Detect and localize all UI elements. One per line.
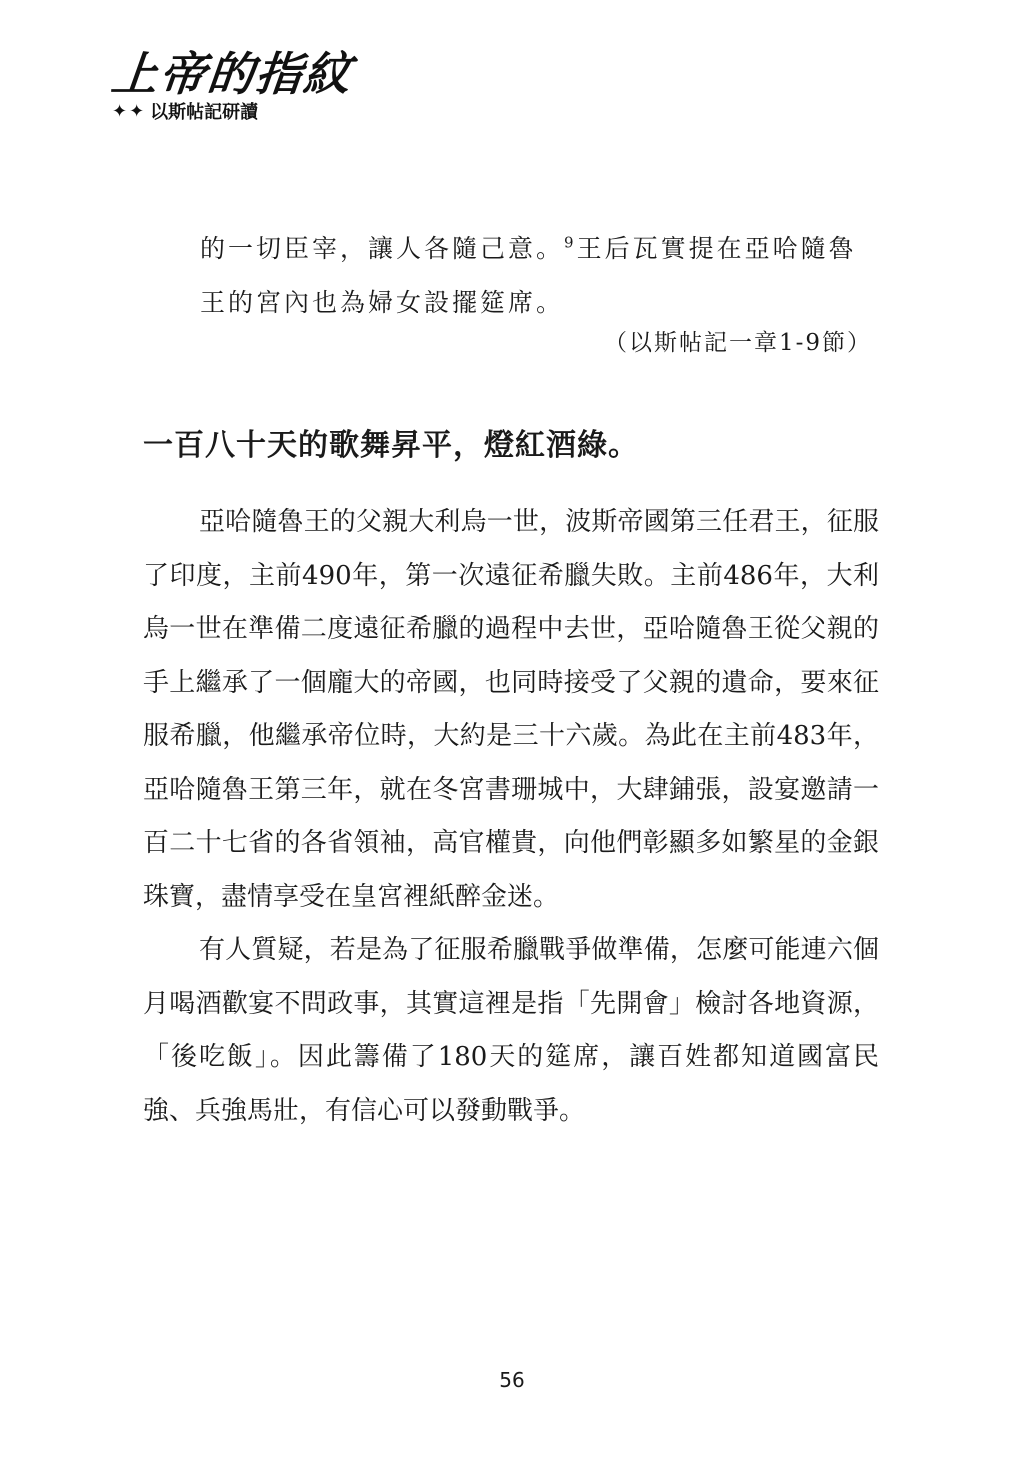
scripture-text: 王后瓦實提在亞哈隨魯 bbox=[576, 234, 857, 263]
brand-title: 上帝的指紋 bbox=[108, 47, 355, 101]
sparkle-icon: ✦✦ bbox=[112, 100, 147, 122]
paragraph: 有人質疑，若是為了征服希臘戰爭做準備，怎麼可能連六個月喝酒歡宴不問政事，其實這裡是指「先開會」檢討各地資源，「後吃飯」。因此籌備了180天的筵席，讓百姓都知道國富民強、兵強馬壯，有信心可以發動戰爭。 bbox=[143, 935, 879, 1126]
verse-number: 9 bbox=[564, 233, 577, 252]
section-heading: 一百八十天的歌舞昇平，燈紅酒綠。 bbox=[143, 428, 639, 463]
scripture-reference: （以斯帖記一章1-9節） bbox=[603, 330, 872, 356]
brand-subtitle: 以斯帖記研讀 bbox=[150, 102, 259, 123]
scripture-quote bbox=[200, 222, 890, 330]
scripture-line-2: 王的宮內也為婦女設擺筵席。 bbox=[200, 288, 565, 317]
scripture-line-1 bbox=[200, 222, 890, 276]
book-brand-logo bbox=[108, 38, 372, 128]
paragraph: 亞哈隨魯王的父親大利烏一世，波斯帝國第三任君王，征服了印度，主前490年，第一次遠征希臘失敗。主前486年，大利烏一世在準備二度遠征希臘的過程中去世，亞哈隨魯王從父親的手上繼承了一個龐大的帝國，也同時接受了父親的遺命，要來征服希臘，他繼承帝位時，大約是三十六歲。為此在主前483年，亞哈隨魯王第三年，就在冬宮書珊城中，大肆鋪張，設宴邀請一百二十七省的各省領袖，高官權貴，向他們彰顯多如繁星的金銀珠寶，盡情享受在皇宮裡紙醉金迷。 bbox=[143, 507, 879, 912]
page-number: 56 bbox=[499, 1368, 525, 1392]
brand-subline bbox=[112, 98, 258, 124]
body-text bbox=[143, 496, 879, 1138]
scripture-text: 的一切臣宰，讓人各隨己意。 bbox=[200, 234, 565, 263]
